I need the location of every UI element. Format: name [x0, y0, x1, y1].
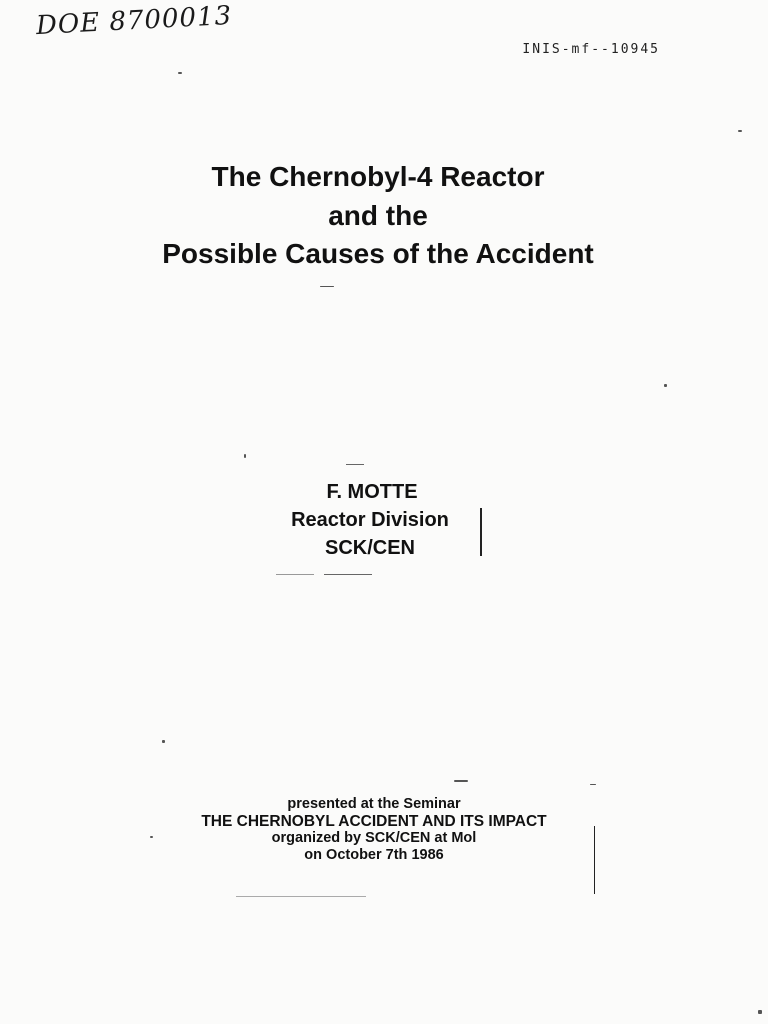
document-title [0, 158, 768, 274]
scan-speck [244, 454, 246, 458]
scan-mark [346, 464, 364, 465]
scan-speck [162, 740, 165, 743]
title-line-1: The Chernobyl-4 Reactor [211, 161, 545, 192]
scan-speck [150, 836, 153, 838]
handwritten-note: DOE 8700013 [35, 0, 233, 42]
author-name: F. MOTTE [326, 481, 418, 503]
scan-speck [590, 784, 596, 785]
seminar-intro: presented at the Seminar [287, 796, 461, 812]
seminar-date: on October 7th 1986 [304, 847, 444, 863]
author-organization: SCK/CEN [324, 537, 415, 559]
scan-mark [276, 574, 314, 575]
seminar-block [0, 796, 748, 864]
seminar-event: THE CHERNOBYL ACCIDENT AND ITS IMPACT [201, 813, 547, 830]
scan-speck [758, 1010, 762, 1014]
title-line-3: Possible Causes of the Accident [162, 238, 594, 269]
title-line-2: and the [328, 199, 428, 231]
scan-speck [454, 780, 468, 782]
scan-mark [324, 574, 372, 575]
scan-mark [236, 896, 366, 897]
report-number: INIS-mf--10945 [522, 42, 660, 57]
scan-speck [178, 72, 182, 74]
scan-mark [480, 508, 482, 556]
scan-speck [738, 130, 742, 132]
author-block [0, 478, 740, 562]
scan-speck [320, 286, 334, 287]
author-division: Reactor Division [291, 509, 449, 531]
scan-mark [594, 826, 595, 894]
seminar-organizer: organized by SCK/CEN at Mol [271, 830, 477, 846]
scan-speck [664, 384, 667, 387]
